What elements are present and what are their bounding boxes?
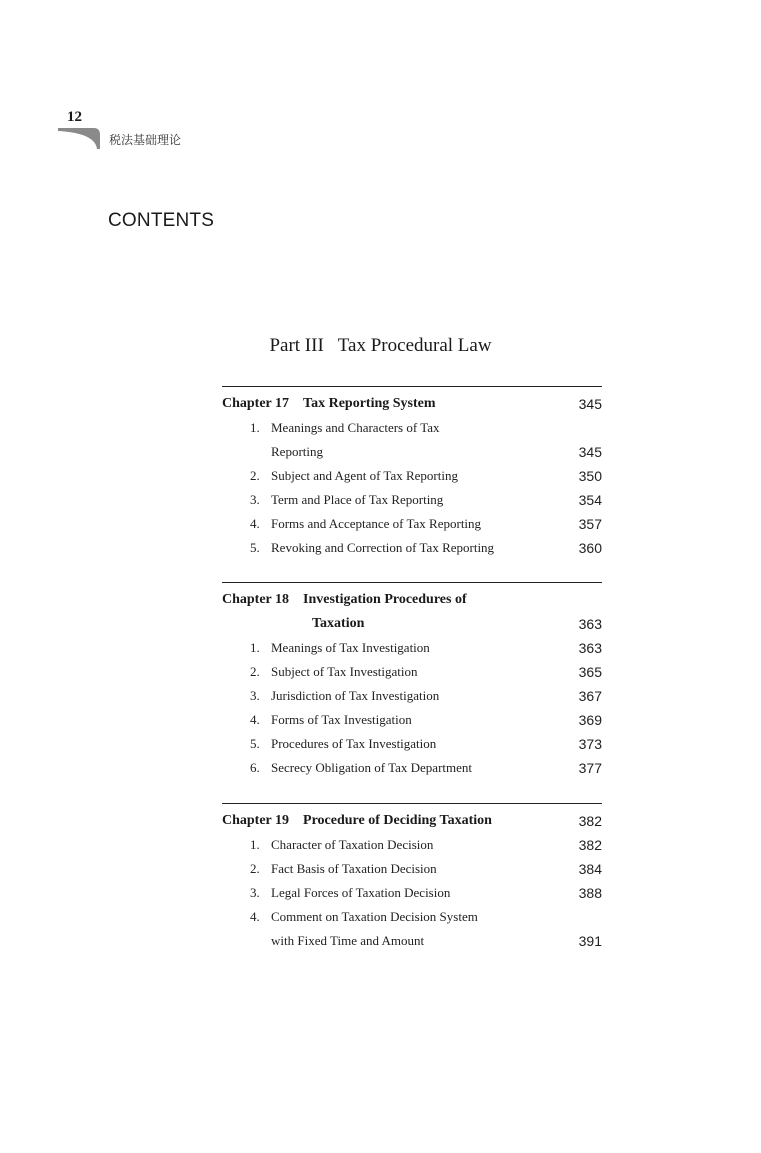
toc-entry[interactable]	[222, 857, 602, 881]
entry-title: Forms and Acceptance of Tax Reporting	[271, 516, 482, 531]
entry-title: Meanings of Tax Investigation	[271, 640, 430, 655]
entry-page: 377	[578, 760, 602, 776]
entry-page: 369	[578, 712, 602, 728]
entry-title: Comment on Taxation Decision System	[271, 909, 478, 924]
entry-page: 365	[578, 664, 602, 680]
toc-entry[interactable]	[222, 488, 602, 512]
entry-title: Jurisdiction of Tax Investigation	[271, 688, 440, 703]
chapter-title: Investigation Procedures of	[303, 592, 467, 607]
entry-page: 350	[578, 468, 602, 484]
toc-entry[interactable]	[222, 416, 602, 440]
entry-number: 5.	[250, 540, 260, 555]
chapter-heading[interactable]	[222, 588, 602, 612]
entry-number: 2.	[250, 664, 260, 679]
contents-heading: CONTENTS	[108, 210, 215, 231]
toc-entry[interactable]	[222, 464, 602, 488]
entry-page: 384	[578, 861, 602, 877]
chapter-number: Chapter 19	[222, 813, 290, 828]
chapter-heading-continuation[interactable]	[222, 612, 602, 636]
chapter-block	[222, 803, 602, 953]
entry-number: 4.	[250, 909, 260, 924]
entry-number: 3.	[250, 688, 260, 703]
toc-entry-continuation[interactable]	[222, 440, 602, 464]
part-label: Part III	[269, 335, 324, 356]
entry-title-cont: Reporting	[271, 444, 323, 459]
entry-title-cont: with Fixed Time and Amount	[271, 933, 425, 948]
entry-number: 3.	[250, 885, 260, 900]
page-number: 12	[67, 109, 82, 125]
toc-entry[interactable]	[222, 881, 602, 905]
header-corner-decoration	[58, 127, 102, 149]
entry-page: 363	[578, 640, 602, 656]
entry-title: Secrecy Obligation of Tax Department	[271, 760, 473, 775]
entry-page: 391	[578, 933, 602, 949]
chapter-page: 363	[578, 616, 602, 632]
entry-number: 3.	[250, 492, 260, 507]
entry-title: Revoking and Correction of Tax Reporting	[271, 540, 495, 555]
chapter-page: 345	[578, 396, 602, 412]
chapter-title-cont: Taxation	[312, 616, 365, 631]
entry-number: 1.	[250, 420, 260, 435]
entry-page: 367	[578, 688, 602, 704]
entry-page: 388	[578, 885, 602, 901]
chapter-heading[interactable]	[222, 392, 602, 416]
toc-entry[interactable]	[222, 636, 602, 660]
entry-title: Meanings and Characters of Tax	[271, 420, 440, 435]
entry-title: Character of Taxation Decision	[271, 837, 434, 852]
toc-entry-continuation[interactable]	[222, 929, 602, 953]
entry-number: 1.	[250, 837, 260, 852]
entry-number: 2.	[250, 468, 260, 483]
entry-number: 2.	[250, 861, 260, 876]
toc-entry[interactable]	[222, 732, 602, 756]
entry-title: Forms of Tax Investigation	[271, 712, 412, 727]
entry-title: Procedures of Tax Investigation	[271, 736, 437, 751]
running-header-title: 税法基础理论	[109, 133, 182, 147]
entry-title: Term and Place of Tax Reporting	[271, 492, 444, 507]
chapter-page: 382	[578, 813, 602, 829]
chapter-rule	[222, 803, 602, 804]
entry-number: 1.	[250, 640, 260, 655]
entry-title: Legal Forces of Taxation Decision	[271, 885, 451, 900]
toc-entry[interactable]	[222, 708, 602, 732]
entry-number: 6.	[250, 760, 260, 775]
toc-entry[interactable]	[222, 905, 602, 929]
entry-title: Fact Basis of Taxation Decision	[271, 861, 437, 876]
entry-page: 373	[578, 736, 602, 752]
entry-number: 4.	[250, 712, 260, 727]
chapter-block	[222, 582, 602, 780]
toc-entry[interactable]	[222, 833, 602, 857]
toc-entry[interactable]	[222, 684, 602, 708]
entry-page: 345	[578, 444, 602, 460]
entry-number: 4.	[250, 516, 260, 531]
entry-title: Subject of Tax Investigation	[271, 664, 418, 679]
part-title	[0, 335, 761, 357]
chapter-heading[interactable]	[222, 809, 602, 833]
chapter-title: Procedure of Deciding Taxation	[303, 813, 492, 828]
entry-page: 357	[578, 516, 602, 532]
entry-title: Subject and Agent of Tax Reporting	[271, 468, 458, 483]
entry-page: 354	[578, 492, 602, 508]
chapter-block	[222, 386, 602, 560]
chapter-number: Chapter 18	[222, 592, 290, 607]
toc-entry[interactable]	[222, 660, 602, 684]
entry-page: 382	[578, 837, 602, 853]
chapter-rule	[222, 386, 602, 387]
toc-entry[interactable]	[222, 756, 602, 780]
chapter-number: Chapter 17	[222, 396, 290, 411]
chapter-title: Tax Reporting System	[303, 396, 436, 411]
toc-entry[interactable]	[222, 512, 602, 536]
entry-page: 360	[578, 540, 602, 556]
entry-number: 5.	[250, 736, 260, 751]
toc-entry[interactable]	[222, 536, 602, 560]
chapter-rule	[222, 582, 602, 583]
part-name: Tax Procedural Law	[337, 335, 492, 356]
